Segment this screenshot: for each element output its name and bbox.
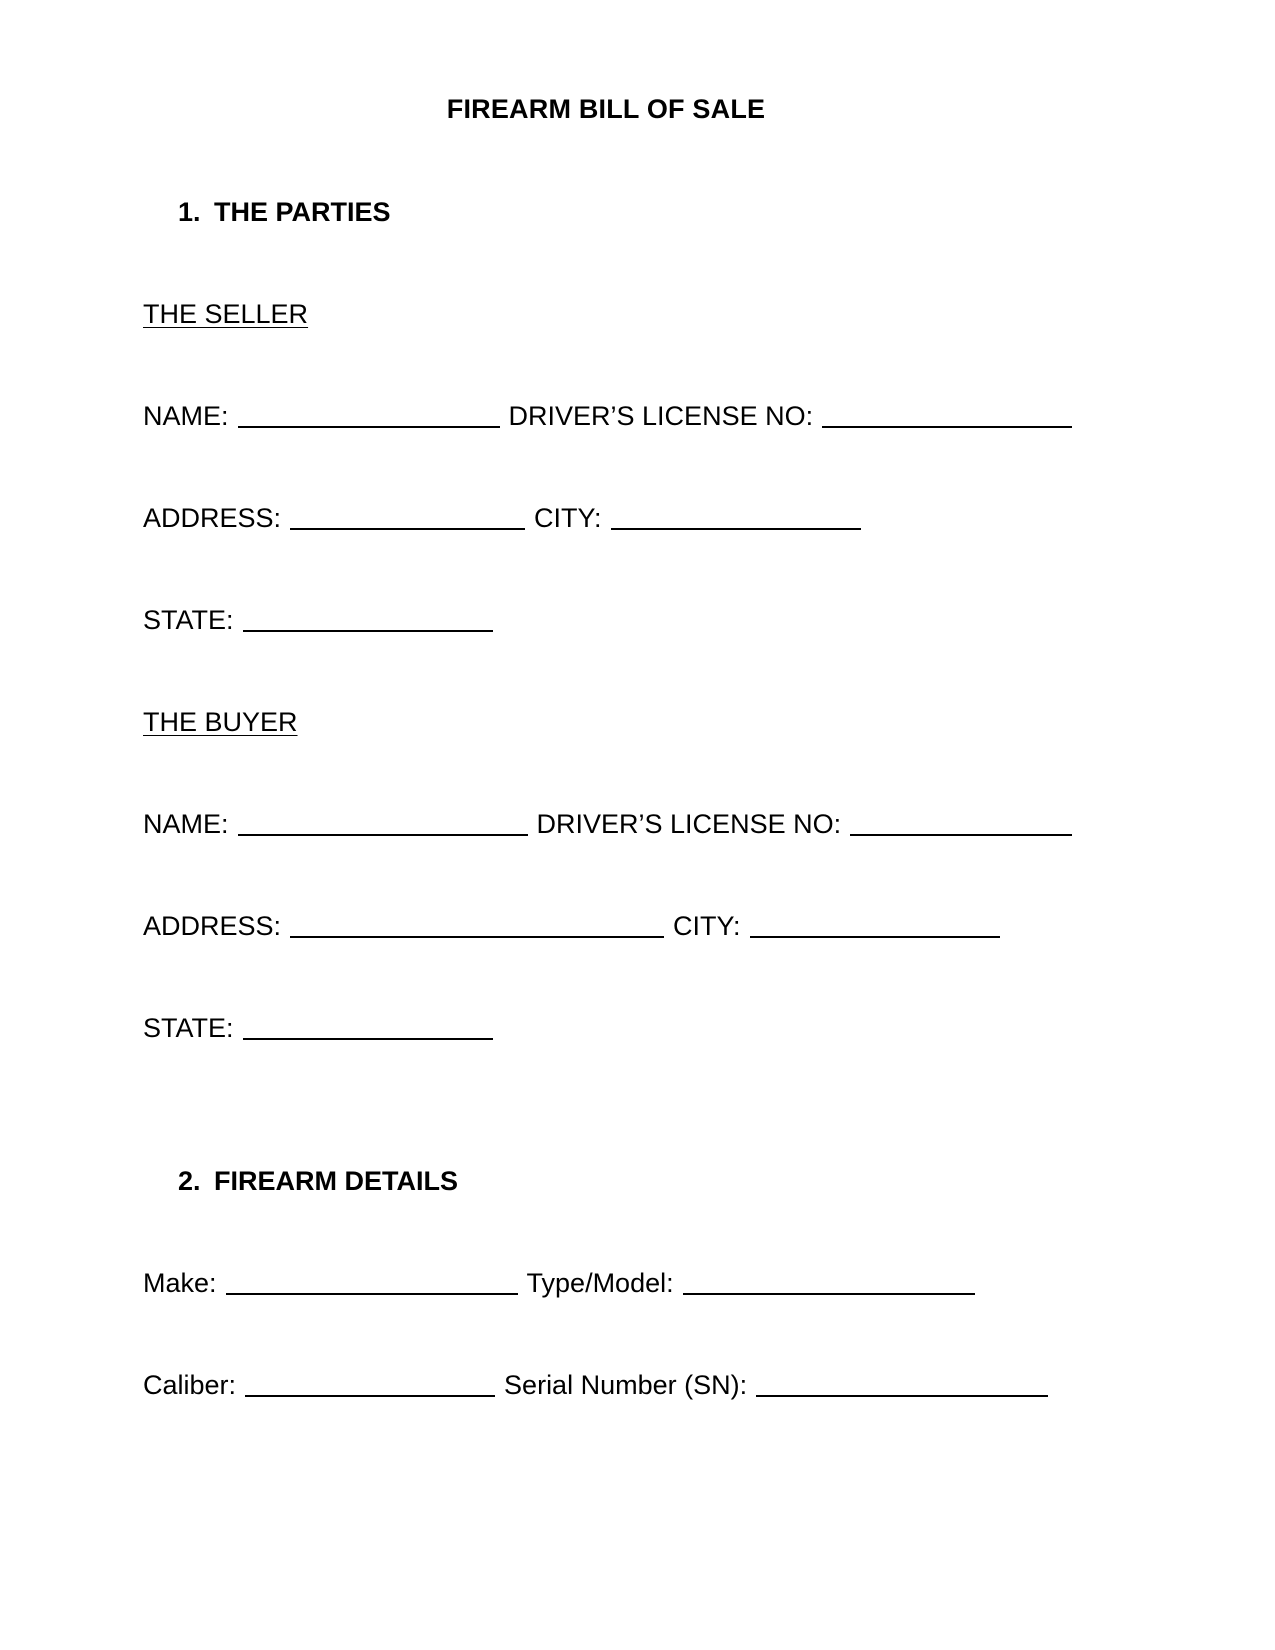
buyer-license-field[interactable] [850, 812, 1072, 836]
buyer-name-field[interactable] [238, 812, 528, 836]
firearm-row-caliber-serial [143, 1370, 1057, 1401]
buyer-city-label: CITY: [673, 911, 741, 941]
caliber-field[interactable] [245, 1373, 495, 1397]
document-title: FIREARM BILL OF SALE [446, 94, 766, 124]
buyer-license-label: DRIVER’S LICENSE NO: [536, 809, 842, 839]
seller-address-label: ADDRESS: [143, 503, 282, 533]
section-title: FIREARM DETAILS [214, 1166, 458, 1196]
seller-name-label: NAME: [143, 401, 229, 431]
buyer-city-field[interactable] [750, 914, 1000, 938]
make-field[interactable] [226, 1271, 518, 1295]
buyer-row-name [143, 809, 1081, 840]
seller-city-field[interactable] [611, 506, 861, 530]
seller-row-name [143, 401, 1081, 432]
seller-state-field[interactable] [243, 608, 493, 632]
firearm-row-make-model [143, 1268, 984, 1299]
seller-heading: THE SELLER [143, 299, 309, 329]
seller-name-field[interactable] [238, 404, 500, 428]
buyer-state-field[interactable] [243, 1016, 493, 1040]
seller-row-state [143, 605, 502, 636]
section-heading-firearm-details [178, 1166, 458, 1197]
section-number: 2. [178, 1166, 201, 1196]
model-label: Type/Model: [526, 1268, 674, 1298]
buyer-row-address [143, 911, 1009, 942]
section-heading-parties [178, 197, 391, 228]
serial-field[interactable] [756, 1373, 1048, 1397]
seller-state-label: STATE: [143, 605, 234, 635]
buyer-address-label: ADDRESS: [143, 911, 282, 941]
section-number: 1. [178, 197, 201, 227]
buyer-row-state [143, 1013, 502, 1044]
section-title: THE PARTIES [214, 197, 391, 227]
buyer-address-field[interactable] [290, 914, 664, 938]
seller-license-label: DRIVER’S LICENSE NO: [508, 401, 814, 431]
make-label: Make: [143, 1268, 217, 1298]
seller-city-label: CITY: [534, 503, 602, 533]
seller-address-field[interactable] [290, 506, 525, 530]
model-field[interactable] [683, 1271, 975, 1295]
buyer-state-label: STATE: [143, 1013, 234, 1043]
buyer-name-label: NAME: [143, 809, 229, 839]
buyer-heading: THE BUYER [143, 707, 298, 737]
serial-label: Serial Number (SN): [504, 1370, 748, 1400]
caliber-label: Caliber: [143, 1370, 237, 1400]
seller-license-field[interactable] [822, 404, 1072, 428]
seller-row-address [143, 503, 870, 534]
